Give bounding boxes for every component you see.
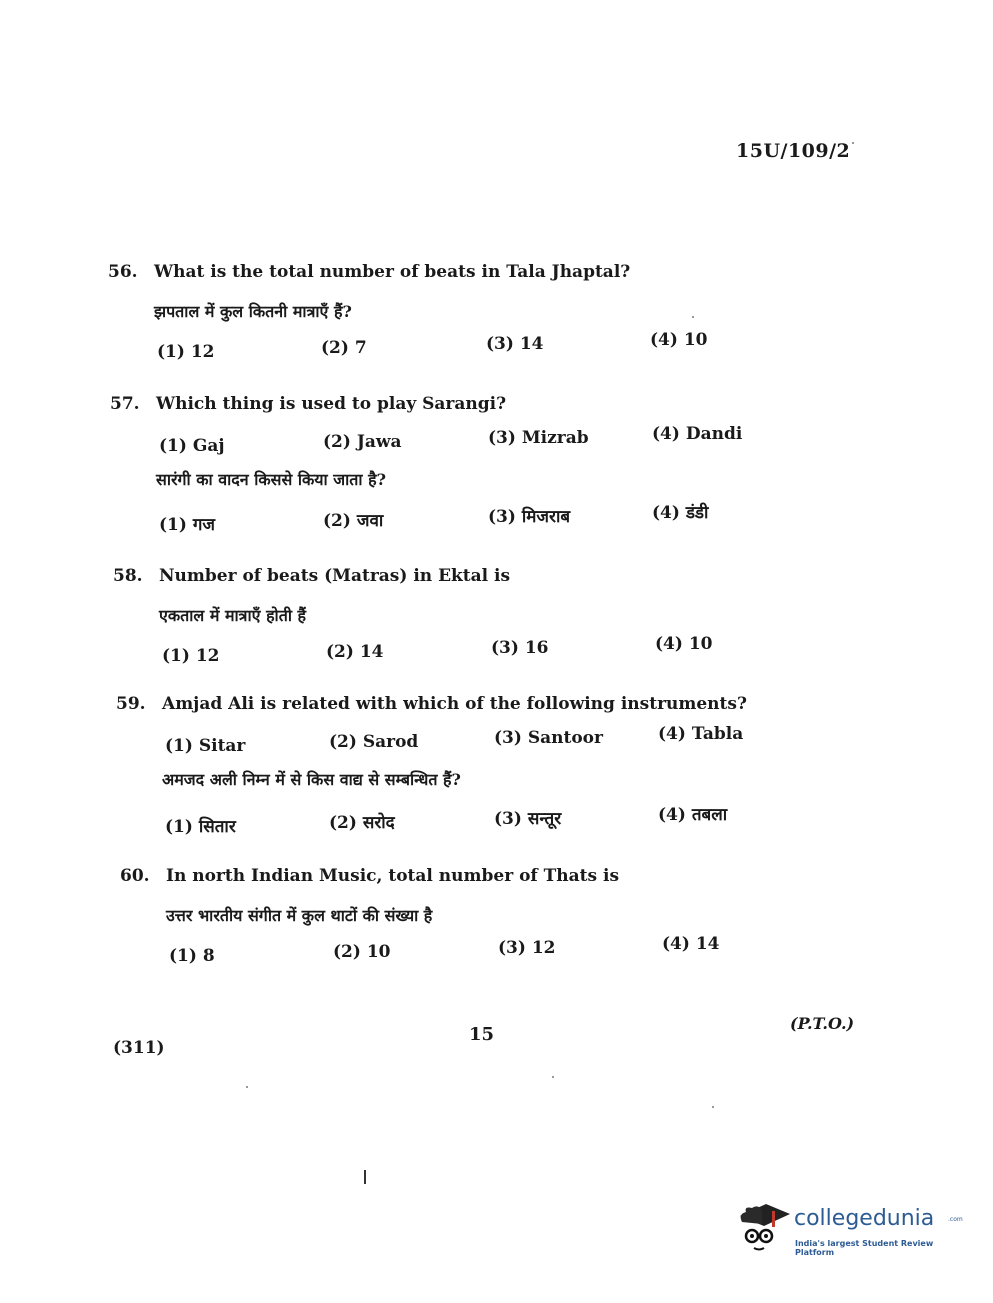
option-1: (1) Sitar [165, 736, 246, 756]
question-text-english: Which thing is used to play Sarangi? [156, 394, 507, 414]
question-text-english: What is the total number of beats in Tala Jhaptal? [154, 262, 631, 282]
scan-mark [364, 1170, 366, 1184]
option-4: (4) 10 [650, 330, 708, 350]
question-text-hindi: उत्तर भारतीय संगीत में कुल थाटों की संख्या है [166, 906, 433, 925]
option-hindi-1: (1) सितार [165, 817, 236, 837]
question-text-hindi: झपताल में कुल कितनी मात्राएँ हैं? [154, 302, 352, 321]
option-1: (1) Gaj [159, 436, 225, 456]
series-code: (311) [113, 1038, 165, 1058]
option-hindi-2: (2) सरोद [329, 813, 395, 833]
option-hindi-4: (4) डंडी [652, 503, 709, 523]
question-text-hindi: सारंगी का वादन किससे किया जाता है? [156, 470, 386, 489]
student-mascot-icon [732, 1196, 792, 1256]
option-2: (2) Jawa [323, 432, 402, 452]
paper-code: 15U/109/2 [736, 140, 851, 162]
question-text-hindi: एकताल में मात्राएँ होती हैं [159, 606, 307, 625]
question-58 [113, 566, 753, 676]
question-number: 57. [110, 394, 140, 414]
option-2: (2) Sarod [329, 732, 419, 752]
question-text-english: Number of beats (Matras) in Ektal is [159, 566, 511, 586]
option-3: (3) 16 [491, 638, 549, 658]
option-hindi-3: (3) सन्तूर [494, 809, 562, 829]
option-1: (1) 12 [162, 646, 220, 666]
question-number: 58. [113, 566, 143, 586]
collegedunia-watermark [732, 1196, 964, 1260]
option-hindi-4: (4) तबला [658, 805, 728, 825]
scan-speck [852, 142, 854, 144]
scan-speck [692, 316, 694, 318]
option-2: (2) 7 [321, 338, 367, 358]
option-1: (1) 12 [157, 342, 215, 362]
option-3: (3) Mizrab [488, 428, 589, 448]
option-hindi-3: (3) मिजराब [488, 507, 571, 527]
pto-label: (P.T.O.) [790, 1014, 855, 1033]
option-hindi-1: (1) गज [159, 515, 216, 535]
scan-speck [246, 1086, 248, 1088]
option-2: (2) 10 [333, 942, 391, 962]
question-text-hindi: अमजद अली निम्न में से किस वाद्य से सम्बन्धित हैं? [162, 770, 461, 789]
question-text-english: Amjad Ali is related with which of the following instruments? [162, 694, 747, 714]
question-57 [110, 394, 750, 539]
option-3: (3) 14 [486, 334, 544, 354]
option-3: (3) Santoor [494, 728, 603, 748]
question-56 [108, 262, 748, 372]
option-3: (3) 12 [498, 938, 556, 958]
option-4: (4) Tabla [658, 724, 744, 744]
option-1: (1) 8 [169, 946, 215, 966]
question-number: 60. [120, 866, 150, 886]
question-59 [116, 694, 756, 839]
question-text-english: In north Indian Music, total number of Thats is [166, 866, 620, 886]
option-4: (4) Dandi [652, 424, 743, 444]
scan-speck [552, 1076, 554, 1078]
question-number: 56. [108, 262, 138, 282]
option-hindi-2: (2) जवा [323, 511, 384, 531]
option-4: (4) 14 [662, 934, 720, 954]
question-number: 59. [116, 694, 146, 714]
option-2: (2) 14 [326, 642, 384, 662]
page-number: 15 [469, 1024, 495, 1045]
question-60 [120, 866, 760, 976]
option-4: (4) 10 [655, 634, 713, 654]
brand-name: collegedunia [794, 1206, 935, 1231]
scan-speck [712, 1106, 714, 1108]
brand-domain: .com [948, 1216, 963, 1223]
brand-tagline: India's largest Student Review Platform [795, 1239, 934, 1257]
